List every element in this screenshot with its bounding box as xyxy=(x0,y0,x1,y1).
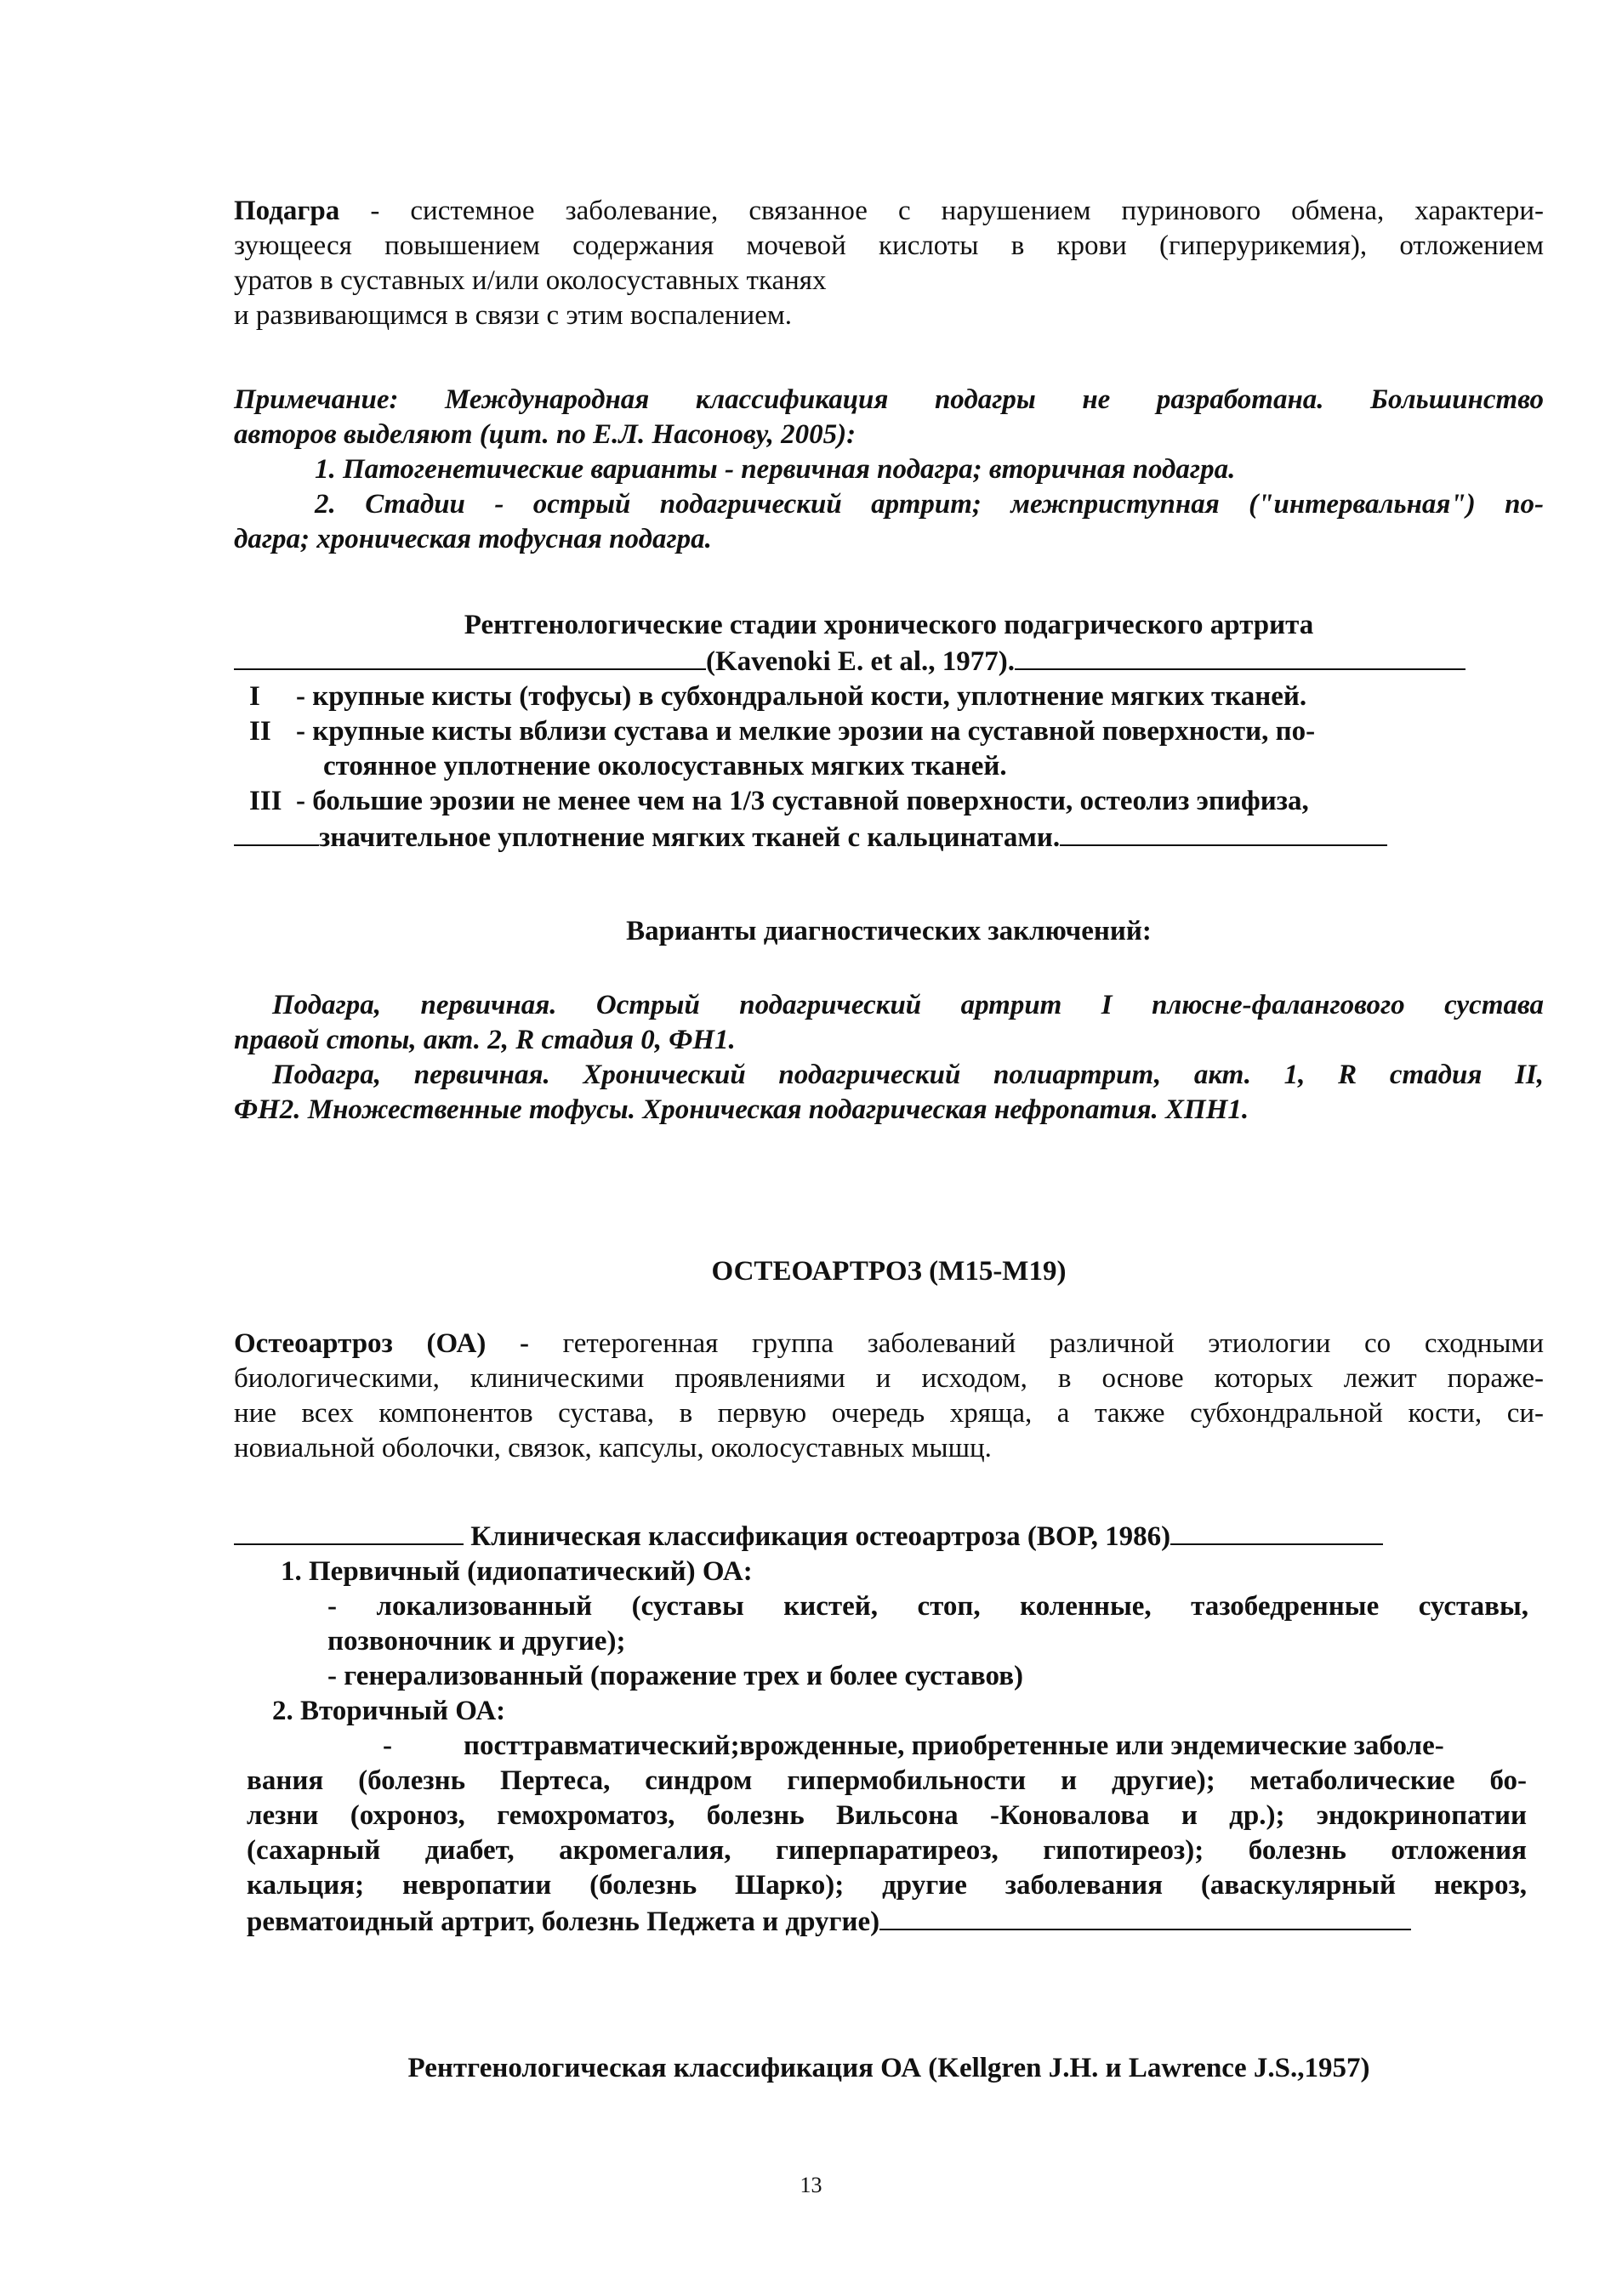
oa-def-line3: ние всех компонентов сустава, в первую очередь хряща, а также субхондральной кости, си- xyxy=(234,1398,1544,1429)
stage1-number: I xyxy=(249,681,260,712)
secondary-dash: - xyxy=(383,1731,392,1761)
oa-primary-a2: позвоночник и другие); xyxy=(327,1626,626,1657)
underline-rule xyxy=(234,1518,464,1545)
gout-def-line1: системное заболевание, связанное с нарушением пуринового обмена, характери- xyxy=(410,196,1544,226)
underline-rule xyxy=(1060,819,1387,846)
oa-class-title: Клиническая классификация остеоартроза (ВОР, 1986) xyxy=(470,1521,1171,1552)
oa-secondary: 2. Вторичный ОА: xyxy=(272,1696,506,1726)
xray-gout-title: Рентгенологические стадии хронического подагрического артрита xyxy=(464,610,1314,640)
underline-rule xyxy=(879,1903,1411,1930)
stage3-line1: - большие эрозии не менее чем на 1/3 суставной поверхности, остеолиз эпифиза, xyxy=(296,786,1309,816)
diagnosis1-line1: Подагра, первичная. Острый подагрический артрит I плюсне-фалангового сустава xyxy=(272,990,1544,1020)
note-item1: 1. Патогенетические варианты - первичная подагра; вторичная подагра. xyxy=(315,454,1236,485)
oa-secondary-l3: лезни (охроноз, гемохроматоз, болезнь Вильсона -Коновалова и др.); эндокринопатии xyxy=(247,1800,1527,1831)
page-number: 13 xyxy=(800,2173,822,2197)
stage2-line1: - крупные кисты вблизи сустава и мелкие эрозии на суставной поверхности, по- xyxy=(296,716,1316,747)
gout-definition: Подагра - системное заболевание, связанное с нарушением пуринового обмена, характери- зующееся повышением содержания мочевой кислоты в крови (гиперурикемия), отложением уратов в суставных и/или околосуставных тканях и развивающимся в связи с этим воспалением. xyxy=(234,194,1544,333)
oa-secondary-l6: ревматоидный артрит, болезнь Педжета и другие) xyxy=(247,1907,880,1937)
oa-secondary-l1: посттравматический;врожденные, приобретенные или эндемические заболе- xyxy=(464,1731,1444,1761)
oa-primary: 1. Первичный (идиопатический) ОА: xyxy=(281,1556,753,1587)
gout-def-line3: уратов в суставных и/или околосуставных тканях xyxy=(234,265,827,296)
oa-term: Остеоартроз (ОА) xyxy=(234,1328,487,1359)
oa-definition: Остеоартроз (ОА) - гетерогенная группа заболеваний различной этиологии со сходными биологическими, клиническими проявлениями и исходом, в основе которых лежит пораже- ние всех компонентов сустава, в первую очередь хряща, а также субхондральной кости, си- новиальной оболочки, связок, капсулы, околосуставных мышц. xyxy=(234,1327,1544,1466)
xray-gout-ref-line xyxy=(234,643,1544,679)
oa-secondary-l5: кальция; невропатии (болезнь Шарко); другие заболевания (аваскулярный некроз, xyxy=(247,1870,1527,1901)
oa-def-line2: биологическими, клиническими проявлениями и исходом, в основе которых лежит пораже- xyxy=(234,1363,1544,1394)
classification-note xyxy=(234,383,1544,557)
diagnosis2-line2: ФН2. Множественные тофусы. Хроническая подагрическая нефропатия. ХПН1. xyxy=(234,1094,1249,1125)
stage3-number: III xyxy=(249,786,282,816)
oa-classification xyxy=(234,1518,1544,1940)
stage1-text: - крупные кисты (тофусы) в субхондральной кости, уплотнение мягких тканей. xyxy=(296,681,1307,712)
note-item2-line1: 2. Стадии - острый подагрический артрит; межприступная ("интервальная") по- xyxy=(315,489,1544,520)
xray-oa-title: Рентгенологическая классификация ОА (Kellgren J.H. и Lawrence J.S.,1957) xyxy=(407,2053,1370,2083)
stage2-line2: стоянное уплотнение околосуставных мягких тканей. xyxy=(323,751,1007,781)
xray-gout-stages xyxy=(234,608,1544,855)
gout-term: Подагра xyxy=(234,196,340,226)
oa-def-line4: новиальной оболочки, связок, капсулы, околосуставных мышц. xyxy=(234,1433,992,1463)
gout-def-line2: зующееся повышением содержания мочевой кислоты в крови (гиперурикемия), отложением xyxy=(234,230,1544,261)
stage3-line2: значительное уплотнение мягких тканей с кальцинатами. xyxy=(319,822,1061,853)
oa-class-title-line xyxy=(234,1518,1544,1554)
underline-rule xyxy=(1170,1518,1383,1545)
note-line1: Примечание: Международная классификация подагры не разработана. Большинство xyxy=(234,384,1544,415)
diagnosis2-line1: Подагра, первичная. Хронический подагрический полиартрит, акт. 1, R стадия II, xyxy=(272,1060,1544,1090)
oa-heading: ОСТЕОАРТРОЗ (М15-М19) xyxy=(711,1256,1067,1287)
note-item2-line2: дагра; хроническая тофусная подагра. xyxy=(234,524,712,554)
xray-gout-ref: (Kavenoki E. et al., 1977). xyxy=(706,646,1015,677)
diagnoses-list xyxy=(234,988,1544,1128)
oa-primary-b: - генерализованный (поражение трех и более суставов) xyxy=(327,1661,1024,1691)
underline-rule xyxy=(234,643,706,670)
underline-rule xyxy=(234,819,319,846)
diagnoses-title: Варианты диагностических заключений: xyxy=(626,916,1152,946)
oa-def-line1: гетерогенная группа заболеваний различной этиологии со сходными xyxy=(562,1328,1544,1359)
note-line2: авторов выделяют (цит. по Е.Л. Насонову, 2005): xyxy=(234,419,857,450)
oa-secondary-l2: вания (болезнь Пертеса, синдром гипермобильности и другие); метаболические бо- xyxy=(247,1765,1527,1796)
underline-rule xyxy=(1015,643,1465,670)
stage2-number: II xyxy=(249,716,271,747)
diagnosis1-line2: правой стопы, акт. 2, R стадия 0, ФН1. xyxy=(234,1025,736,1055)
oa-primary-a1: - локализованный (суставы кистей, стоп, коленные, тазобедренные суставы, xyxy=(327,1591,1528,1622)
gout-def-line4: и развивающимся в связи с этим воспалением. xyxy=(234,300,792,331)
oa-secondary-l4: (сахарный диабет, акромегалия, гиперпаратиреоз, гипотиреоз); болезнь отложения xyxy=(247,1835,1527,1866)
